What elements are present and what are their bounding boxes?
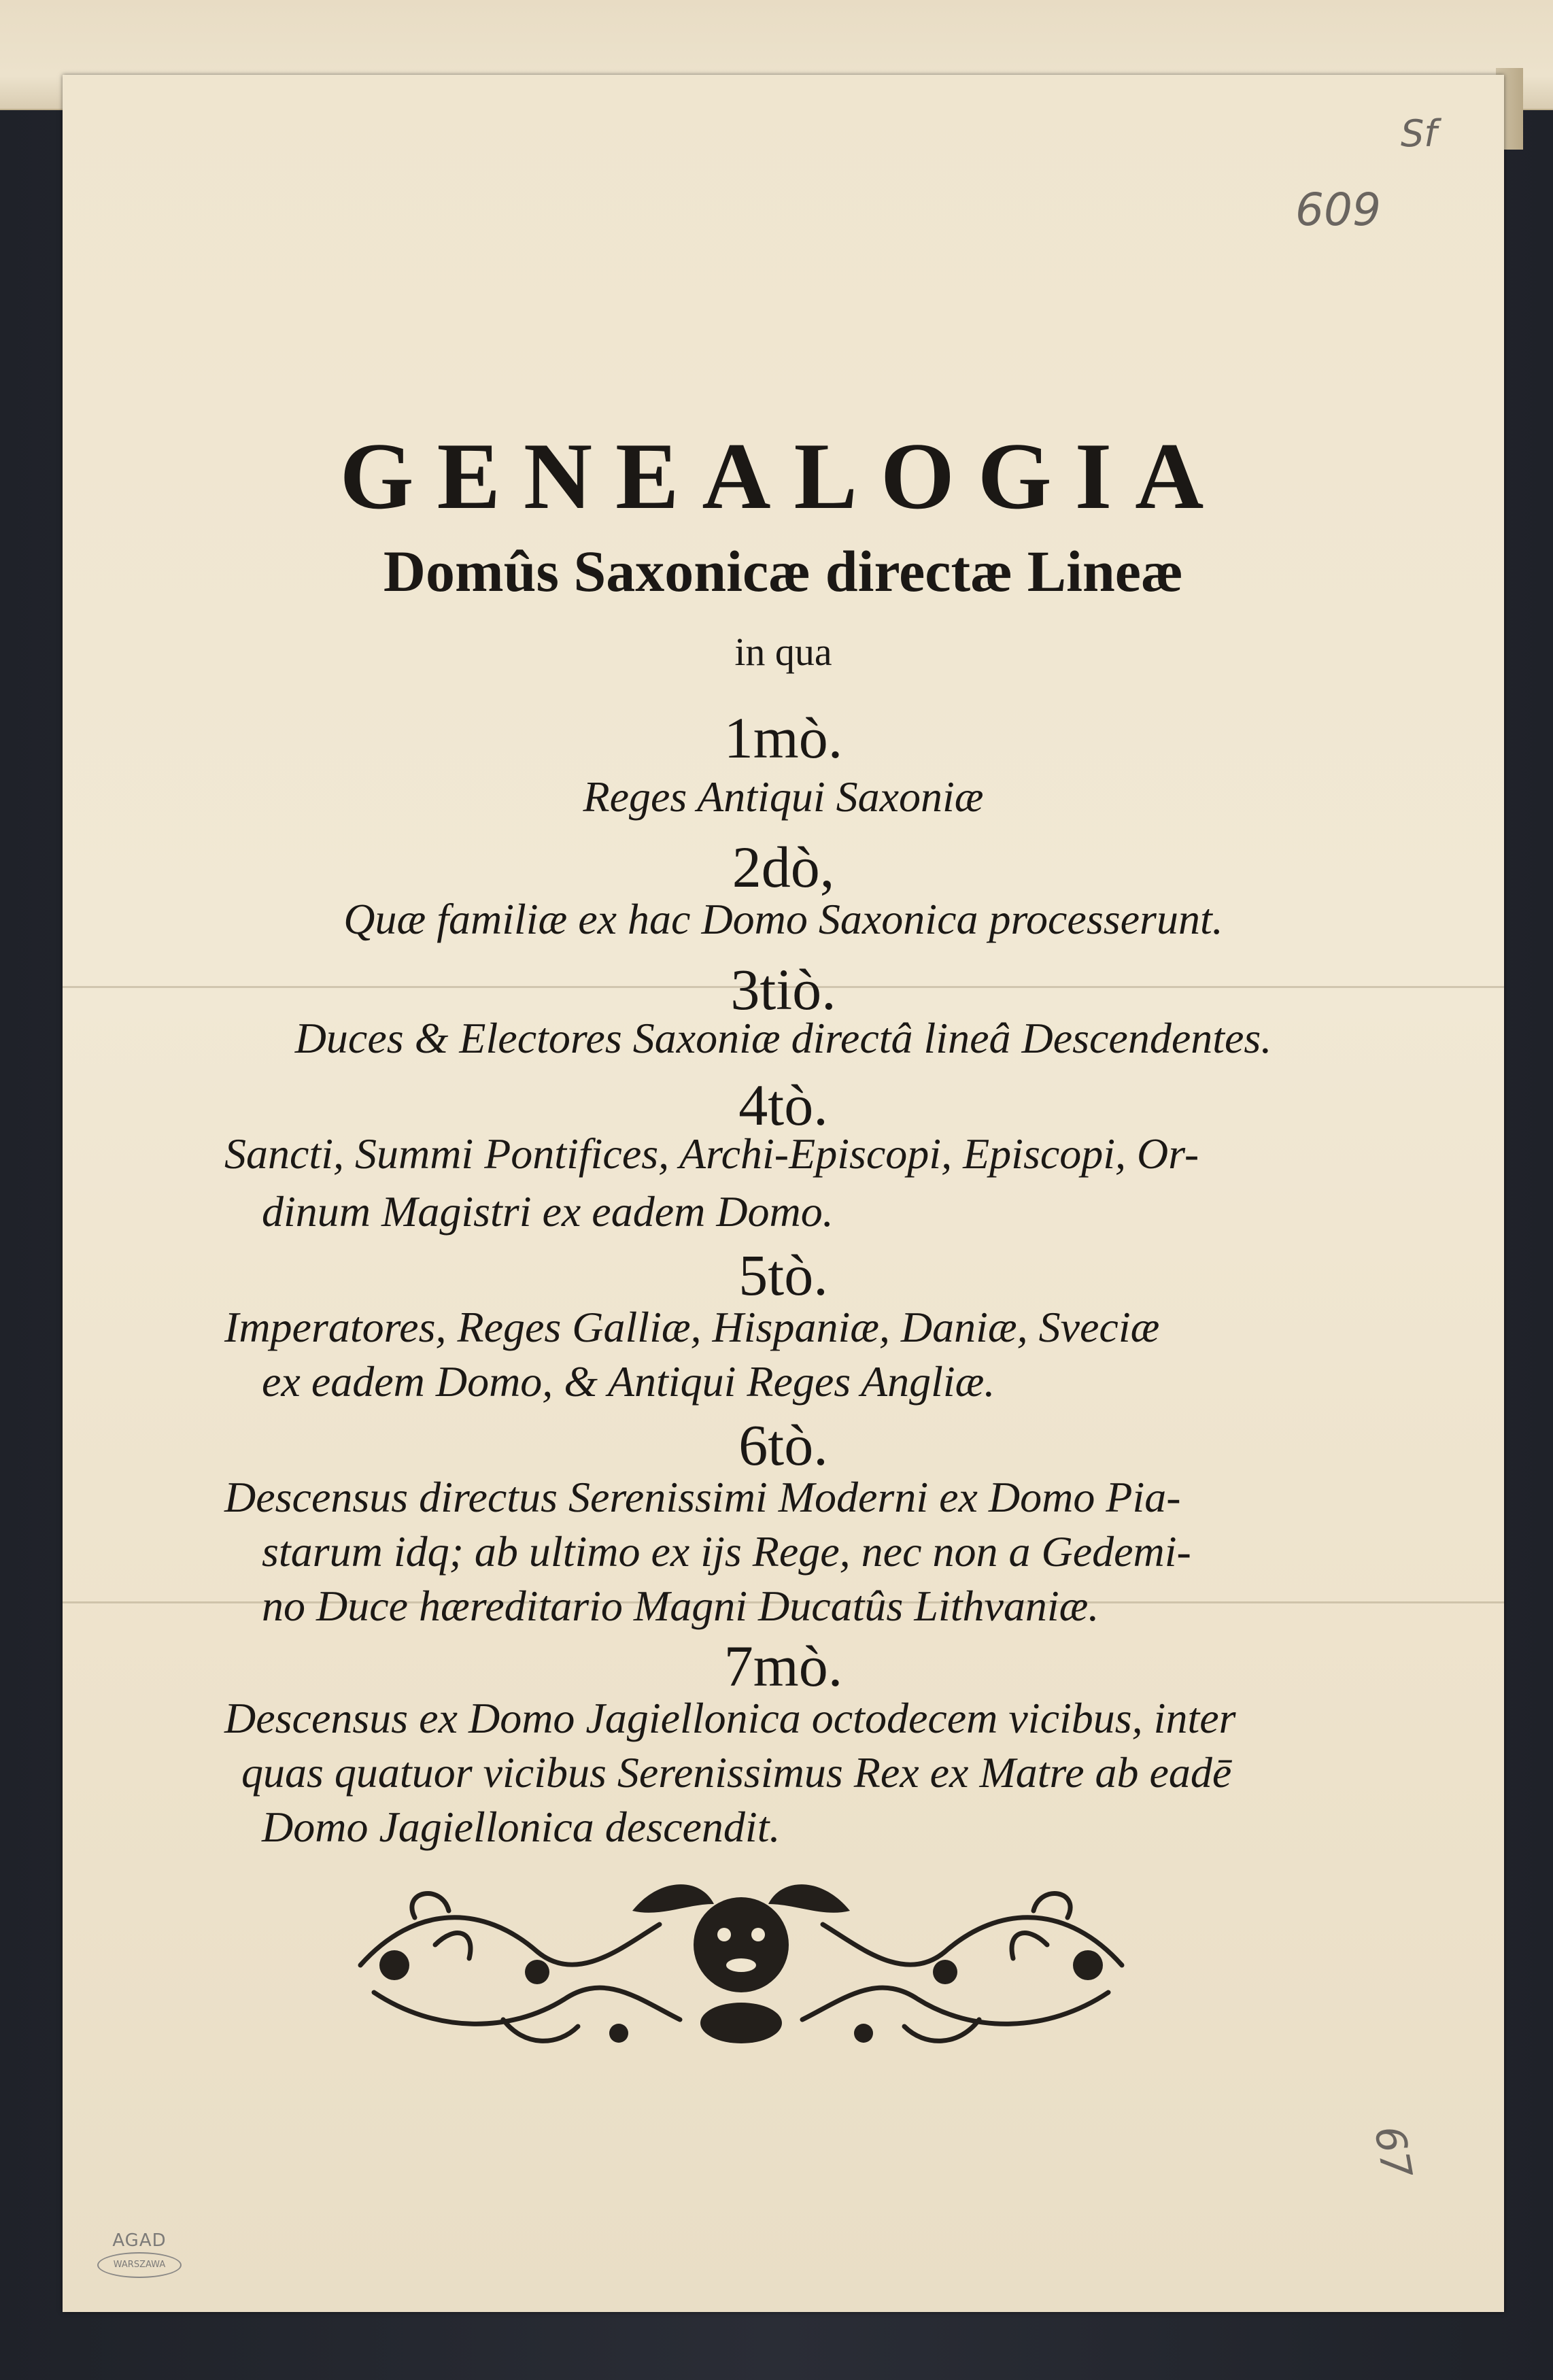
section-text: ex eadem Domo, & Antiqui Reges Angliæ. [262, 1357, 995, 1406]
folio-number: 609 [1295, 184, 1381, 236]
section-text: Quæ familiæ ex hac Domo Saxonica processerunt. [343, 895, 1223, 943]
archive-stamp [95, 2230, 184, 2278]
document-subtitle: Domûs Saxonicæ directæ Lineæ [383, 539, 1184, 604]
section-text: dinum Magistri ex eadem Domo. [262, 1187, 834, 1236]
section-number: 1mò. [723, 705, 843, 770]
section-text: starum idq; ab ultimo ex ijs Rege, nec non a Gedemi- [262, 1527, 1191, 1576]
stamp-text: WARSZAWA [97, 2252, 182, 2278]
section-text: Duces & Electores Saxoniæ directâ lineâ Descendentes. [294, 1014, 1272, 1062]
section-text: Reges Antiqui Saxoniæ [583, 772, 984, 821]
section-text: Descensus directus Serenissimi Moderni ex Domo Pia- [224, 1473, 1181, 1521]
section-text: no Duce hæreditario Magni Ducatûs Lithvaniæ. [262, 1582, 1099, 1630]
section-number: 2dò, [732, 834, 835, 900]
section-number: 6tò. [738, 1412, 828, 1478]
section-number: 4tò. [738, 1072, 828, 1138]
section-text: Imperatores, Reges Galliæ, Hispaniæ, Daniæ, Sveciæ [224, 1303, 1160, 1351]
section-number: 7mò. [723, 1633, 843, 1699]
document-title: GENEALOGIA [339, 424, 1227, 529]
section-text: quas quatuor vicibus Serenissimus Rex ex Matre ab eadē [241, 1748, 1232, 1797]
section-text: Sancti, Summi Pontifices, Archi-Episcopi, Episcopi, Or- [224, 1129, 1199, 1178]
top-mark: Sf [1401, 112, 1437, 155]
section-text: Domo Jagiellonica descendit. [262, 1803, 781, 1851]
stamp-code: AGAD [112, 2230, 167, 2251]
section-number: 3tiò. [730, 957, 836, 1022]
bottom-mark: 67 [1365, 2122, 1421, 2182]
intro-text: in qua [734, 630, 832, 674]
section-number: 5tò. [738, 1242, 828, 1308]
ornament-vignette [333, 1863, 1149, 2067]
section-text: Descensus ex Domo Jagiellonica octodecem vicibus, inter [224, 1694, 1236, 1742]
